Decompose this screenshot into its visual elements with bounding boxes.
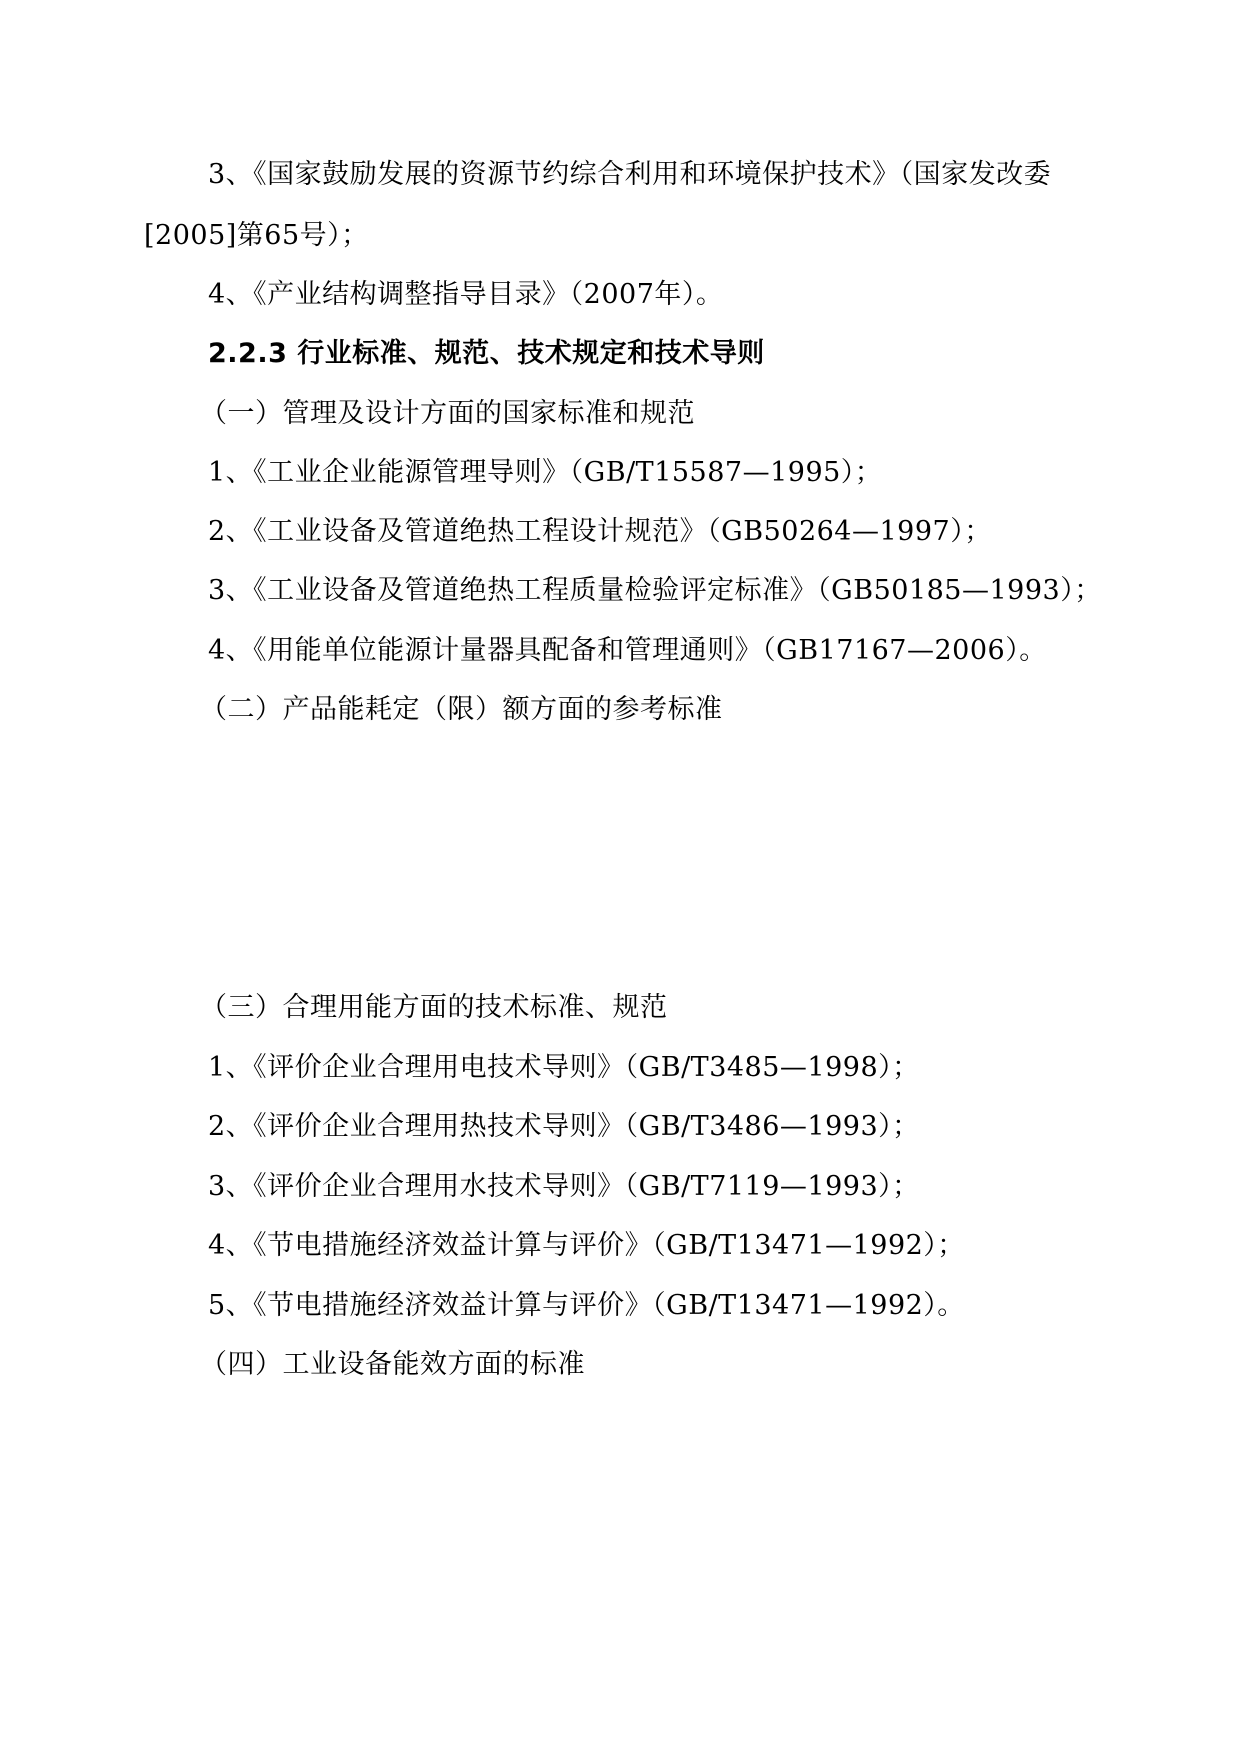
- list-item: 1、《工业企业能源管理导则》（GB/T15587—1995）；: [208, 457, 883, 488]
- list-item: 2、《工业设备及管道绝热工程设计规范》（GB50264—1997）；: [208, 516, 992, 547]
- subsection-heading-3: （三）合理用能方面的技术标准、规范: [200, 992, 668, 1023]
- list-item: 1、《评价企业合理用电技术导则》（GB/T3485—1998）；: [208, 1052, 920, 1083]
- paragraph-policy-4: 4、《产业结构调整指导目录》（2007年）。: [208, 279, 724, 310]
- list-item: 4、《用能单位能源计量器具配备和管理通则》（GB17167—2006）。: [208, 635, 1047, 666]
- list-item: 4、《节电措施经济效益计算与评价》（GB/T13471—1992）；: [208, 1230, 965, 1261]
- list-item: 5、《节电措施经济效益计算与评价》（GB/T13471—1992）。: [208, 1290, 965, 1321]
- subsection-heading-2: （二）产品能耗定（限）额方面的参考标准: [200, 694, 723, 725]
- section-heading: 2.2.3 行业标准、规范、技术规定和技术导则: [208, 338, 765, 369]
- paragraph-policy-3: 3、《国家鼓励发展的资源节约综合利用和环境保护技术》（国家发改委: [208, 159, 1052, 190]
- paragraph-policy-3-continued: [2005]第65号）；: [144, 220, 369, 251]
- list-item: 2、《评价企业合理用热技术导则》（GB/T3486—1993）；: [208, 1111, 920, 1142]
- subsection-heading-4: （四）工业设备能效方面的标准: [200, 1349, 585, 1380]
- subsection-heading-1: （一）管理及设计方面的国家标准和规范: [200, 398, 695, 429]
- list-item: 3、《评价企业合理用水技术导则》（GB/T7119—1993）；: [208, 1171, 920, 1202]
- list-item: 3、《工业设备及管道绝热工程质量检验评定标准》（GB50185—1993）；: [208, 575, 1102, 606]
